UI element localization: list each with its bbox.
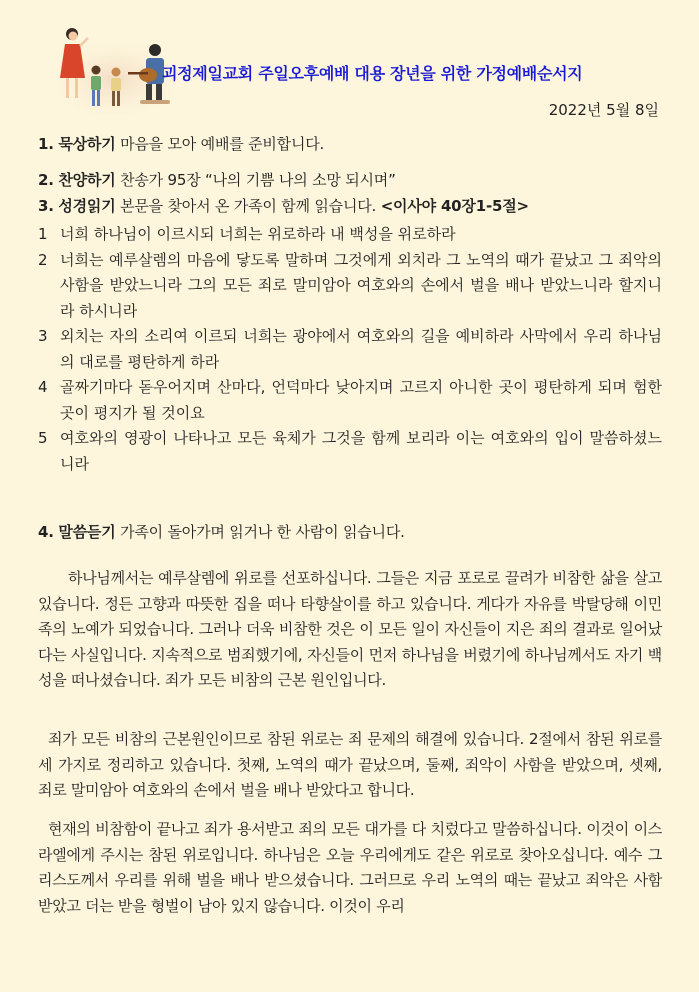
section-meditation [38,133,662,154]
section-text: 찬송가 95장 “나의 기쁨 나의 소망 되시며” [115,171,396,189]
sermon-paragraph: 하나님께서는 예루살렘에 위로를 선포하십니다. 그들은 지금 포로로 끌려가 비참한 삶을 살고 있습니다. 정든 고향과 따뜻한 집을 떠나 타향살이를 하고 있습니다. 게다가 자유를 박탈당해 이민족의 노예가 되었습니다. 그러나 더욱 비참한 것은 이 모든 일이 자신들이 지은 죄의 결과로 일어났다는 사실입니다. 지속적으로 범죄했기에, 자신들이 먼저 하나님을 버렸기에 하나님께서도 자기 백성을 떠나셨습니다. 죄가 모든 비참의 근본 원인입니다. [38,569,662,689]
section-text: 가족이 돌아가며 읽거나 한 사람이 읽습니다. [115,523,405,541]
section-number: 2. [38,171,54,189]
verse-number: 5 [38,429,48,447]
section-heading: 찬양하기 [58,171,116,189]
verse-text: 외치는 자의 소리여 이르되 너희는 광야에서 여호와의 길을 예비하라 사막에서 우리 하나님의 대로를 평탄하게 하라 [60,327,662,371]
verse-text: 골짜기마다 돋우어지며 산마다, 언덕마다 낮아지며 고르지 아니한 곳이 평탄하게 되며 험한 곳이 평지가 될 것이요 [60,378,662,422]
scripture-reference: <이사야 40장1-5절> [380,197,529,215]
verse [38,248,662,325]
verse-number: 4 [38,378,48,396]
section-praise [38,169,662,190]
verse-text: 너희는 예루살렘의 마음에 닿도록 말하며 그것에게 외치라 그 노역의 때가 끝났고 그 죄악의 사함을 받았느니라 그의 모든 죄로 말미암아 여호와의 손에서 벌을 배나 받았느니라 할지니라 하시니라 [60,250,662,320]
verse-number: 2 [38,250,48,269]
sermon-paragraph: 현재의 비참함이 끝나고 죄가 용서받고 죄의 모든 대가를 다 치렀다고 말씀하십니다. 이것이 이스라엘에게 주시는 참된 위로입니다. 하나님은 오늘 우리에게도 같은 위로로 찾아오십니다. 예수 그리스도께서 우리를 위해 벌을 배나 받으셨습니다. 그러므로 우리 노역의 때는 끝났고 죄악은 사함 받았고 더는 받을 형벌이 남아 있지 않습니다. 이것이 우리 [38,820,662,915]
section-sermon [38,521,662,542]
verse [38,375,662,426]
verse-number: 1 [38,225,48,243]
page-title: 괴정제일교회 주일오후예배 대용 장년을 위한 가정예배순서지 [162,64,583,83]
verse [38,426,662,477]
section-heading: 성경읽기 [58,197,116,215]
verse [38,222,662,248]
section-heading: 말씀듣기 [58,523,116,541]
verse [38,324,662,375]
section-number: 1. [38,135,54,153]
section-text: 본문을 찾아서 온 가족이 함께 읽습니다. [115,197,381,215]
section-scripture [38,195,662,216]
verse-number: 3 [38,327,48,345]
verse-text: 너희 하나님이 이르시되 너희는 위로하라 내 백성을 위로하라 [60,225,456,243]
verse-text: 여호와의 영광이 나타나고 모든 육체가 그것을 함께 보리라 이는 여호와의 입이 말씀하셨느니라 [60,429,662,473]
scripture-verses [38,222,662,477]
section-text: 마음을 모아 예배를 준비합니다. [115,135,325,153]
sermon-paragraph: 죄가 모든 비참의 근본원인이므로 참된 위로는 죄 문제의 해결에 있습니다. 2절에서 참된 위로를 세 가지로 정리하고 있습니다. 첫째, 노역의 때가 끝났으며, 둘째, 죄악이 사함을 받았으며, 셋째, 죄로 말미암아 여호와의 손에서 벌을 배나 받았다고 합니다. [38,730,662,799]
section-number: 4. [38,523,54,541]
section-number: 3. [38,197,54,215]
family-worship-illustration-icon [50,20,180,115]
service-date: 2022년 5월 8일 [548,101,659,119]
section-heading: 묵상하기 [58,135,116,153]
